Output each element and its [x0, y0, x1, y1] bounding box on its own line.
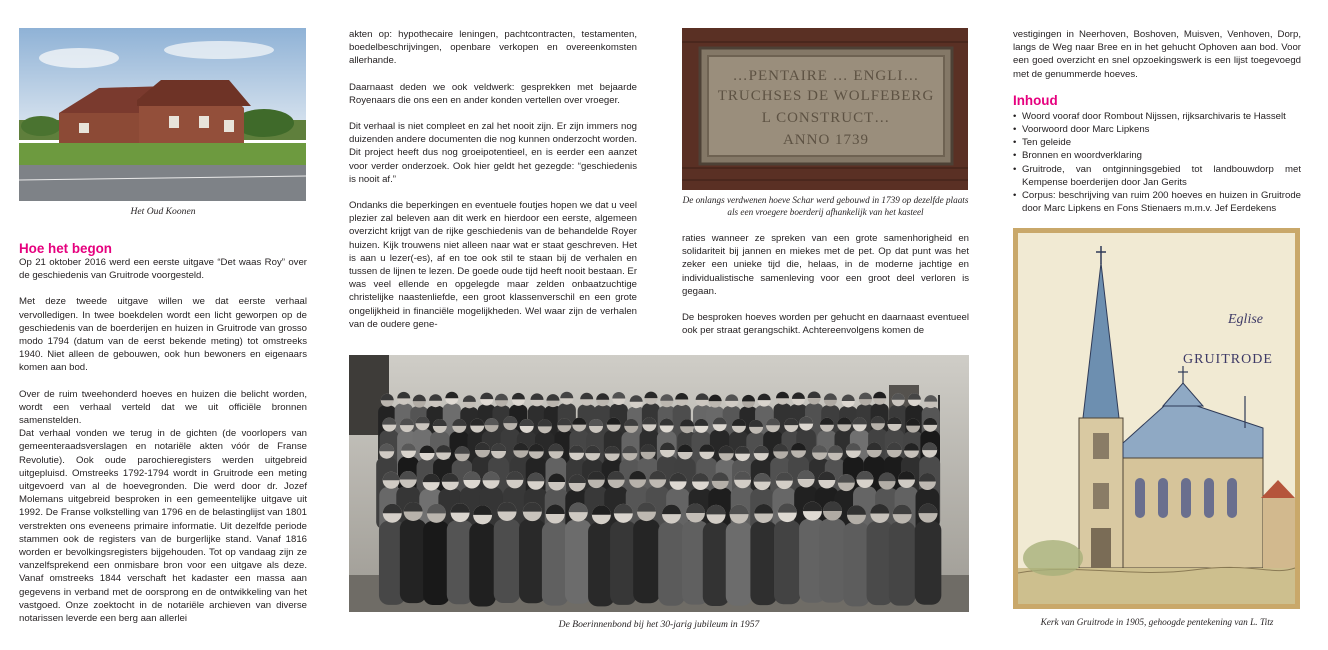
paragraph-8: Ondanks die beperkingen en eventuele foutjes hopen we dat u veel plezier zal beleven aan dit werk en hierdoor een eerste, algemeen overzicht krijgt van de rijke geschiedenis van de behandelde Royer huizen. Kijk trouwens niet alleen naar wat er staat geschreven. Het is aan u lezer(-es), af en toe ook stil te staan bij de verhalen en tussen de lijnen te lezen. De goede oude tijd heeft nooit bestaan. Er was veel ellende en opgelegde maar zelden onbaatzuchtige christelijke naastenliefde, een groot klassenverschil en een grote ongelijkheid in financiële mogelijkheden. Wel waar zijn de verhalen van de oudere gene-	[349, 200, 638, 330]
paragraph-2: Met deze tweede uitgave willen we dat eerste verhaal vervolledigen. In twee boekdelen wordt een licht geworpen op de geschiedenis van de boerderijen en huizen in Gruitrode van grosso modo 1794 (datum van de eerst bekende meting) tot omstreeks 1940. Niet alleen de gebouwen, ook hun bewoners en eigenaars komen aan bod.	[19, 296, 307, 374]
column-4	[1013, 28, 1301, 215]
farmhouse-photo	[19, 28, 306, 201]
paragraph-5: akten op: hypothecaire leningen, pachtcontracten, testamenten, boedelbeschrijvingen, openbare verkopen en overeenkomsten allerhande.	[349, 29, 637, 67]
contents-item: • Gruitrode, van ontginningsgebied tot landbouwdorp met Kempense boerderijen door Jan Gerits	[1013, 163, 1301, 189]
church-caption: Kerk van Gruitrode in 1905, gehoogde pentekening van L. Titz	[1040, 618, 1274, 628]
paragraph-11: vestigingen in Neerhoven, Boshoven, Muisven, Venhoven, Dorp, langs de Weg naar Bree en in het gehucht Ophoven aan bod. Voor een goed overzicht en snel opzoekingswerk is een lijst toegevoegd met de genummerde hoeves.	[1013, 29, 1301, 80]
paragraph-10: De besproken hoeves worden per gehucht en daarnaast eventueel ook per straat gerangschikt. Achtereenvolgens komen de	[682, 312, 969, 337]
paragraph-9: raties wanneer ze spreken van een grote samenhorigheid en solidariteit bij jannen en miekes met de pet. Op dat punt was het zeker een unieke tijd die, helaas, in de moderne jachtige en individualistische samenleving voor een groot deel verloren is gegaan.	[682, 233, 969, 297]
stone-plaque-photo	[682, 28, 968, 190]
plaque-line-1: …PENTAIRE … ENGLI…	[732, 68, 920, 84]
paragraph-1: Op 21 oktober 2016 werd een eerste uitgave “Det waas Roy” over de geschiedenis van Gruitrode voorgesteld.	[19, 257, 307, 282]
drawing-lettering-2: GRUITRODE	[1183, 352, 1273, 367]
contents-item: • Voorwoord door Marc Lipkens	[1013, 123, 1301, 136]
column-1	[19, 28, 307, 625]
farmhouse-caption: Het Oud Koonen	[130, 206, 196, 217]
plaque-caption: De onlangs verdwenen hoeve Schar werd gebouwd in 1739 op dezelfde plaats als een vroegere boerderij afhankelijk van het kasteel	[682, 195, 969, 217]
contents-item: • Bronnen en woordverklaring	[1013, 149, 1301, 162]
paragraph-6: Daarnaast deden we ook veldwerk: gesprekken met bejaarde Royenaars die ons een en ander konden vertellen over vroeger.	[349, 81, 637, 106]
column-3-text	[682, 232, 969, 337]
group-photo-caption: De Boerinnenbond bij het 30-jarig jubileum in 1957	[558, 619, 760, 630]
group-photo	[349, 355, 969, 612]
column-3	[682, 28, 969, 218]
drawing-lettering-1: Eglise	[1228, 312, 1263, 327]
section-heading-contents: Inhoud	[1013, 92, 1058, 108]
plaque-line-2: TRUCHSES DE WOLFEBERG	[717, 88, 935, 104]
paragraph-3: Over de ruim tweehonderd hoeves en huizen die belicht worden, wordt een verhaal verteld dat we uit officiële bronnen samenstelden.	[19, 388, 307, 427]
church-drawing	[1013, 228, 1300, 609]
paragraph-4: Dat verhaal vonden we terug in de gichten (de voorlopers van gemeenteraadsverslagen en notariële akten vóór de Franse Revolutie). Ook oude parochieregisters werden uitgebreid uitgepluisd. Omstreeks 1792-1794 wordt in Gruitrode een meting uitgevoerd van al de hoevegronden. Die werd door dr. Jozef Molemans uitgebreid besproken in een gemeentelijke uitgave uit 1992. De Franse volkstelling van 1796 en de belastinglijst van 1801 verstrekten ons eveneens primaire informatie. Uit dezelfde periode stammen ook de registers van de burgerlijke stand. Vanaf 1816 worden er bevolkingsregisters bijgehouden. Tot op vandaag zijn ze vanzelfsprekend een onmisbare bron voor een uitgave als deze. Vanaf omstreeks 1844 verschaft het kadaster een massa aan gegevens in verband met de oorsprong en de ontwikkeling van het vastgoed. Onze zoektocht in de notariële archieven van diverse notarissen leverde een berg aan allerlei	[19, 428, 307, 625]
section-heading-how-it-began: Hoe het begon	[19, 241, 112, 256]
plaque-line-3: L CONSTRUCT…	[761, 110, 891, 126]
contents-item: • Ten geleide	[1013, 136, 1301, 149]
contents-item: • Corpus: beschrijving van ruim 200 hoeves en huizen in Gruitrode door Marc Lipkens en Fons Stienaers m.m.v. Jef Eerdekens	[1013, 189, 1301, 215]
plaque-line-4: ANNO 1739	[782, 132, 870, 148]
contents-list	[1013, 110, 1301, 216]
contents-item: • Woord vooraf door Rombout Nijssen, rijksarchivaris te Hasselt	[1013, 110, 1301, 123]
paragraph-7: Dit verhaal is niet compleet en zal het nooit zijn. Er zijn immers nog duizenden andere documenten die nog kunnen onderzocht worden. Dit project heeft dus nog groeipotentieel, en is eerder een aanzet voor verder onderzoek. Ook hier geldt het gezegde: “geschiedenis is nooit af.”	[349, 121, 637, 185]
column-2	[349, 28, 637, 331]
